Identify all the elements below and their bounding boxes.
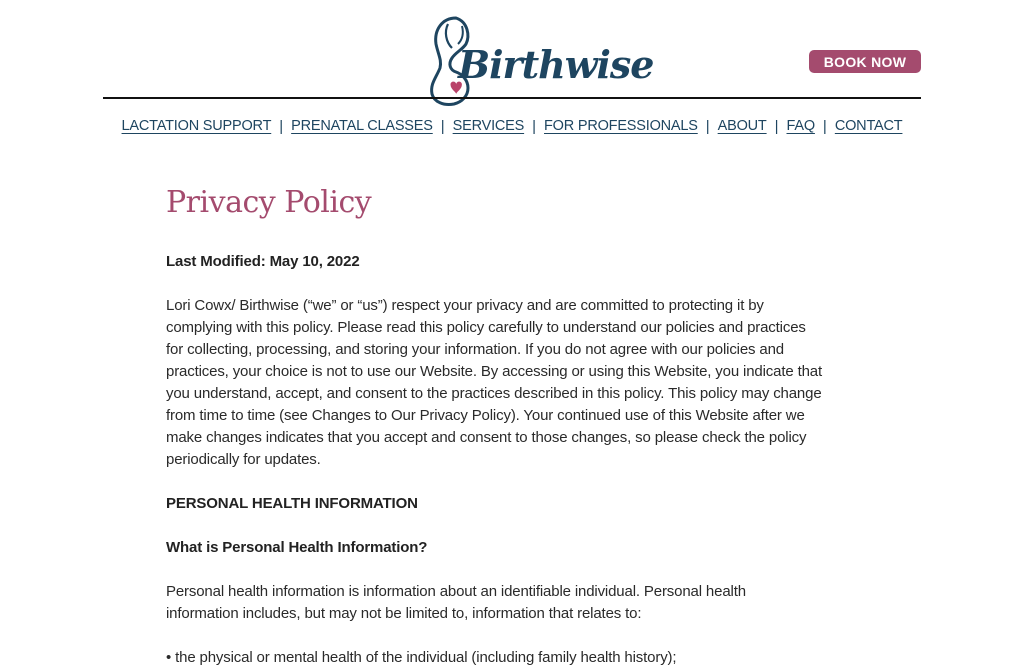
phi-line: information includes, but may not be limited to, information that relates to: bbox=[166, 605, 642, 622]
intro-line: practices, your choice is not to use our Website. By accessing or using this Website, you indicate that bbox=[166, 363, 822, 380]
intro-line: Lori Cowx/ Birthwise (“we” or “us”) respect your privacy and are committed to protecting it by bbox=[166, 297, 764, 314]
section-heading: PERSONAL HEALTH INFORMATION bbox=[166, 495, 418, 512]
nav-separator: | bbox=[705, 117, 710, 135]
intro-line: for collecting, processing, and storing your information. If you do not agree with our policies and bbox=[166, 341, 784, 358]
nav-prenatal-classes[interactable]: PRENATAL CLASSES bbox=[291, 118, 433, 134]
phi-paragraph bbox=[166, 581, 866, 625]
intro-line: you understand, accept, and consent to the practices described in this policy. This policy may change bbox=[166, 385, 822, 402]
intro-paragraph bbox=[166, 295, 866, 471]
phi-line: Personal health information is information about an identifiable individual. Personal health bbox=[166, 583, 746, 600]
header-divider bbox=[103, 97, 921, 99]
nav-contact[interactable]: CONTACT bbox=[834, 118, 903, 134]
nav-separator: | bbox=[440, 117, 445, 135]
nav-lactation-support[interactable]: LACTATION SUPPORT bbox=[121, 118, 272, 134]
main-nav bbox=[0, 115, 1024, 137]
nav-separator: | bbox=[279, 117, 284, 135]
nav-separator: | bbox=[532, 117, 537, 135]
nav-faq[interactable]: FAQ bbox=[786, 118, 815, 134]
intro-line: periodically for updates. bbox=[166, 451, 321, 468]
intro-line: complying with this policy. Please read this policy carefully to understand our policies and practices bbox=[166, 319, 806, 336]
bullet-item: • the physical or mental health of the individual (including family health history); bbox=[166, 649, 677, 666]
nav-separator: | bbox=[774, 117, 779, 135]
page-title: Privacy Policy bbox=[166, 185, 372, 220]
nav-for-professionals[interactable]: FOR PROFESSIONALS bbox=[544, 118, 698, 134]
last-modified: Last Modified: May 10, 2022 bbox=[166, 253, 360, 270]
policy-content bbox=[166, 182, 866, 669]
nav-services[interactable]: SERVICES bbox=[452, 118, 525, 134]
sub-heading: What is Personal Health Information? bbox=[166, 539, 428, 556]
nav-about[interactable]: ABOUT bbox=[717, 118, 767, 134]
book-now-button[interactable]: BOOK NOW bbox=[809, 50, 921, 73]
logo-wordmark: Birthwise bbox=[458, 42, 654, 87]
intro-line: make changes indicates that you accept and consent to those changes, so please check the policy bbox=[166, 429, 807, 446]
birthwise-logo[interactable] bbox=[428, 14, 654, 108]
nav-separator: | bbox=[822, 117, 827, 135]
site-header bbox=[0, 0, 1024, 110]
intro-line: from time to time (see Changes to Our Privacy Policy). Your continued use of this Website after we bbox=[166, 407, 805, 424]
